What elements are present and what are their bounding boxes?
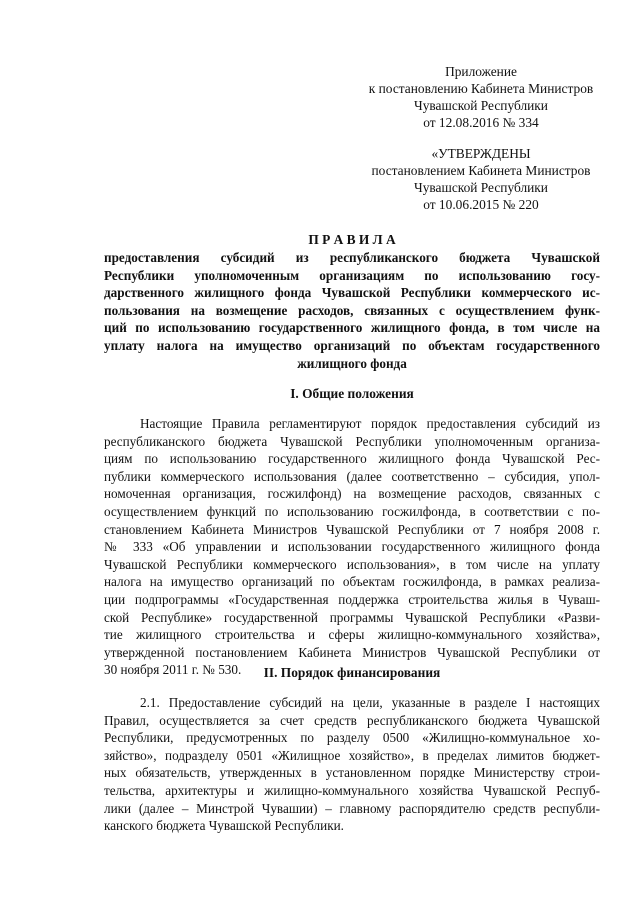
paragraph-line: республиканского бюджета Чувашской Республики уполномоченным организа- — [104, 433, 600, 449]
paragraph-line: 2.1. Предоставление субсидий на цели, указанные в разделе I настоящих — [140, 695, 600, 710]
subtitle-line: Республики уполномоченным организациям по использованию госу- — [104, 267, 600, 283]
paragraph-line: налога на имущество организаций по объектам госжилфонда, в рамках реализа- — [104, 574, 600, 590]
approved-line: Чувашской Республики — [414, 180, 548, 195]
paragraph-line: ции подпрограммы «Государственная поддержка строительства жилья в Чуваш- — [104, 591, 600, 607]
paragraph-line: ской Республике» государственной программы Чувашской Республики «Разви- — [104, 609, 600, 625]
paragraph-line: зяйство», подразделу 0501 «Жилищное хозяйство», в пределах лимитов бюджет- — [104, 747, 600, 763]
paragraph-line: Республики, предусмотренных по разделу 0500 «Жилищно-коммунальное хо- — [104, 730, 600, 746]
section-2-paragraph — [104, 694, 600, 835]
document-title: П Р А В И Л А — [308, 232, 396, 247]
section-1-heading: I. Общие положения — [290, 386, 414, 401]
section-2-heading: II. Порядок финансирования — [263, 665, 441, 680]
appendix-line: от 12.08.2016 № 334 — [423, 115, 539, 130]
paragraph-line: публики коммерческого использования (далее соответственно – субсидия, упол- — [104, 468, 600, 484]
paragraph-line: утвержденной постановлением Кабинета Министров Чувашской Республики от — [104, 644, 600, 660]
paragraph-line: Правил, осуществляется за счет средств республиканского бюджета Чувашской — [104, 712, 600, 728]
approved-block — [350, 145, 612, 213]
paragraph-line: 30 ноября 2011 г. № 530. — [104, 662, 242, 678]
paragraph-line: становлением Кабинета Министров Чувашской Республики от 7 ноября 2008 г. — [104, 521, 600, 537]
appendix-block — [350, 63, 612, 131]
paragraph-line: тие жилищного строительства и сферы жилищно-коммунального хозяйства», — [104, 627, 600, 643]
subtitle-line: ций по использованию государственного жилищного фонда, в том числе на — [104, 320, 600, 336]
section-1-paragraph — [104, 415, 600, 679]
paragraph-line: Настоящие Правила регламентируют порядок предоставления субсидий из — [140, 416, 600, 431]
subtitle-line: уплату налога на имущество организаций по объектам государственного — [104, 337, 600, 353]
paragraph-line: осуществлением функций по использованию госжилфонда, в соответствии с по- — [104, 503, 600, 519]
subtitle-line: пользования на возмещение расходов, связанных с осуществлением функ- — [104, 302, 600, 318]
paragraph-line: номоченная организация, госжилфонд) на возмещение расходов, связанных с — [104, 486, 600, 502]
appendix-line: к постановлению Кабинета Министров — [368, 81, 594, 96]
paragraph-line: тельства, архитектуры и жилищно-коммунального хозяйства Чувашской Респуб- — [104, 782, 600, 798]
paragraph-line: лики (далее – Минстрой Чувашии) – главному распорядителю средств республи- — [104, 800, 600, 816]
approved-line: от 10.06.2015 № 220 — [423, 197, 539, 212]
approved-line: постановлением Кабинета Министров — [371, 163, 591, 178]
approved-line: «УТВЕРЖДЕНЫ — [431, 146, 531, 161]
paragraph-line: Чувашской Республики коммерческого использования», в том числе на уплату — [104, 556, 600, 572]
paragraph-line: циям по использованию государственного жилищного фонда Чувашской Рес- — [104, 451, 600, 467]
document-subtitle — [104, 249, 600, 372]
subtitle-line: дарственного жилищного фонда Чувашской Республики коммерческого ис- — [104, 285, 600, 301]
paragraph-line: канского бюджета Чувашской Республики. — [104, 818, 344, 834]
paragraph-line: ных обязательств, утвержденных в установленном порядке Министерству строи- — [104, 765, 600, 781]
subtitle-line: жилищного фонда — [297, 355, 407, 371]
appendix-line: Приложение — [445, 64, 517, 79]
paragraph-line: № 333 «Об управлении и использовании государственного жилищного фонда — [104, 539, 600, 555]
appendix-line: Чувашской Республики — [414, 98, 548, 113]
subtitle-line: предоставления субсидий из республиканского бюджета Чувашской — [104, 250, 600, 265]
